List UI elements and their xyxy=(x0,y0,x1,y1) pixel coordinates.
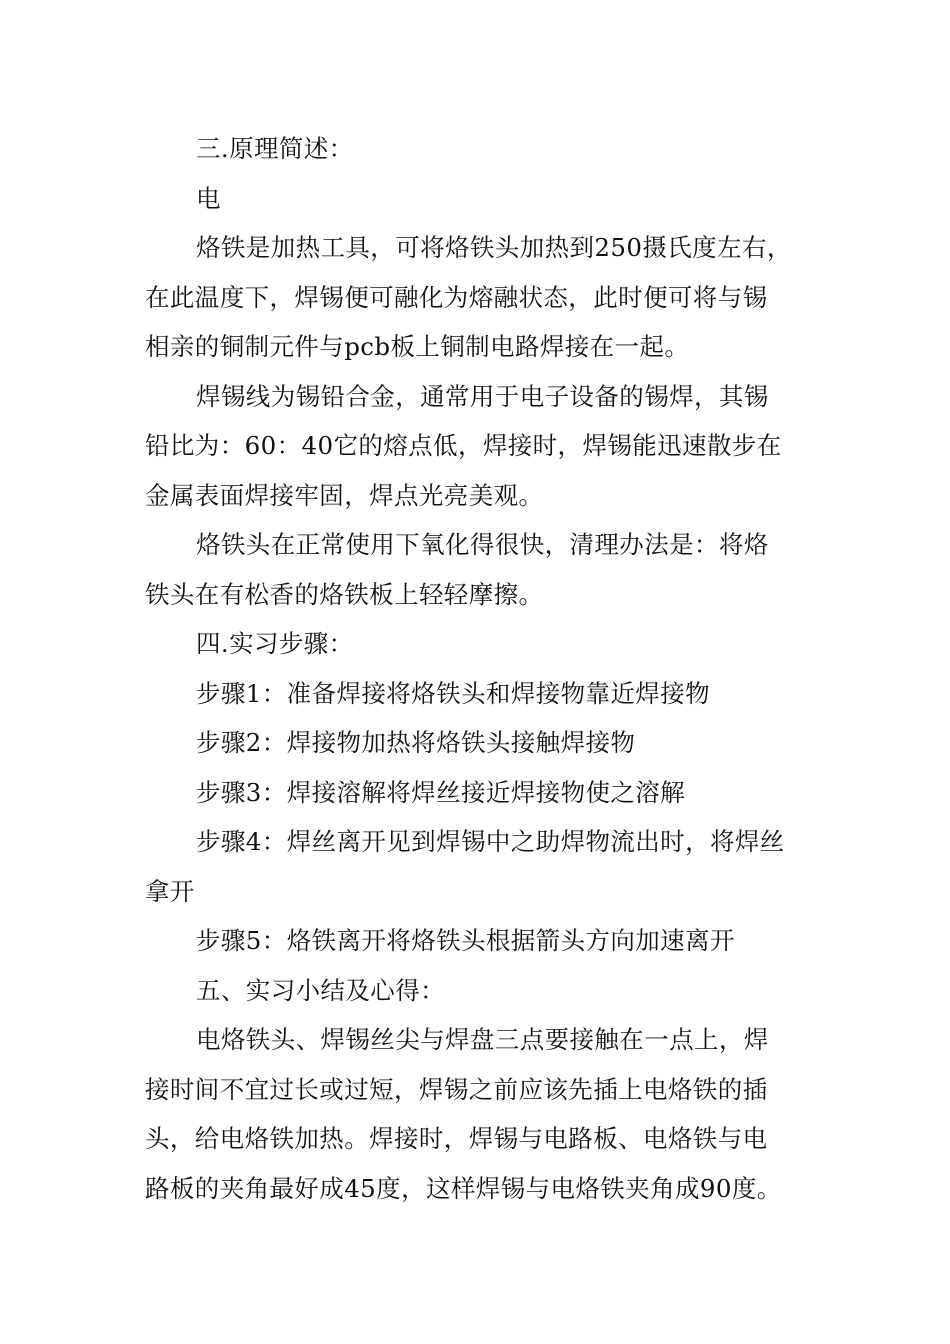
paragraph-line: 相亲的铜制元件与pcb板上铜制电路焊接在一起。 xyxy=(145,332,690,361)
paragraph-line: 焊锡线为锡铅合金，通常用于电子设备的锡焊，其锡 xyxy=(196,381,769,411)
paragraph-line: 电烙铁头、焊锡丝尖与焊盘三点要接触在一点上，焊 xyxy=(196,1025,769,1054)
paragraph-dian: 电 xyxy=(196,183,221,213)
paragraph-solder-wire xyxy=(145,372,807,521)
paragraph-iron-tip-cleaning xyxy=(145,520,807,619)
paragraph-line: 铅比为：60：40它的熔点低，焊接时，焊锡能迅速散步在 xyxy=(145,431,782,460)
paragraph-line: 路板的夹角最好成45度，这样焊锡与电烙铁夹角成90度。 xyxy=(145,1173,782,1203)
step-item-continuation: 拿开 xyxy=(145,876,195,906)
steps-list xyxy=(145,669,807,966)
step-item: 步骤5：烙铁离开将烙铁头根据箭头方向加速离开 xyxy=(196,926,735,955)
paragraph-line: 头，给电烙铁加热。焊接时，焊锡与电路板、电烙铁与电 xyxy=(145,1124,768,1153)
paragraph-line: 接时间不宜过长或过短，焊锡之前应该先插上电烙铁的插 xyxy=(145,1074,768,1104)
paragraph-summary xyxy=(145,1015,807,1213)
step-item: 步骤1：准备焊接将烙铁头和焊接物靠近焊接物 xyxy=(196,678,710,708)
paragraph-line: 烙铁头在正常使用下氧化得很快，清理办法是：将烙 xyxy=(196,530,769,559)
section-heading-principle: 三.原理简述： xyxy=(196,134,354,163)
paragraph-line: 金属表面焊接牢固，焊点光亮美观。 xyxy=(145,480,544,510)
paragraph-line: 铁头在有松香的烙铁板上轻轻摩擦。 xyxy=(145,579,544,609)
section-heading-steps: 四.实习步骤： xyxy=(196,629,354,658)
section-heading-summary: 五、实习小结及心得： xyxy=(196,975,445,1005)
paragraph-line: 烙铁是加热工具，可将烙铁头加热到250摄氏度左右， xyxy=(196,233,792,262)
paragraph-line: 在此温度下，焊锡便可融化为熔融状态，此时便可将与锡 xyxy=(145,282,768,312)
step-item: 步骤2：焊接物加热将烙铁头接触焊接物 xyxy=(196,728,636,757)
document-page xyxy=(145,124,807,1213)
step-item: 步骤4：焊丝离开见到焊锡中之助焊物流出时，将焊丝 xyxy=(196,827,785,856)
step-item: 步骤3：焊接溶解将焊丝接近焊接物使之溶解 xyxy=(196,777,686,807)
paragraph-soldering-iron xyxy=(145,223,807,372)
